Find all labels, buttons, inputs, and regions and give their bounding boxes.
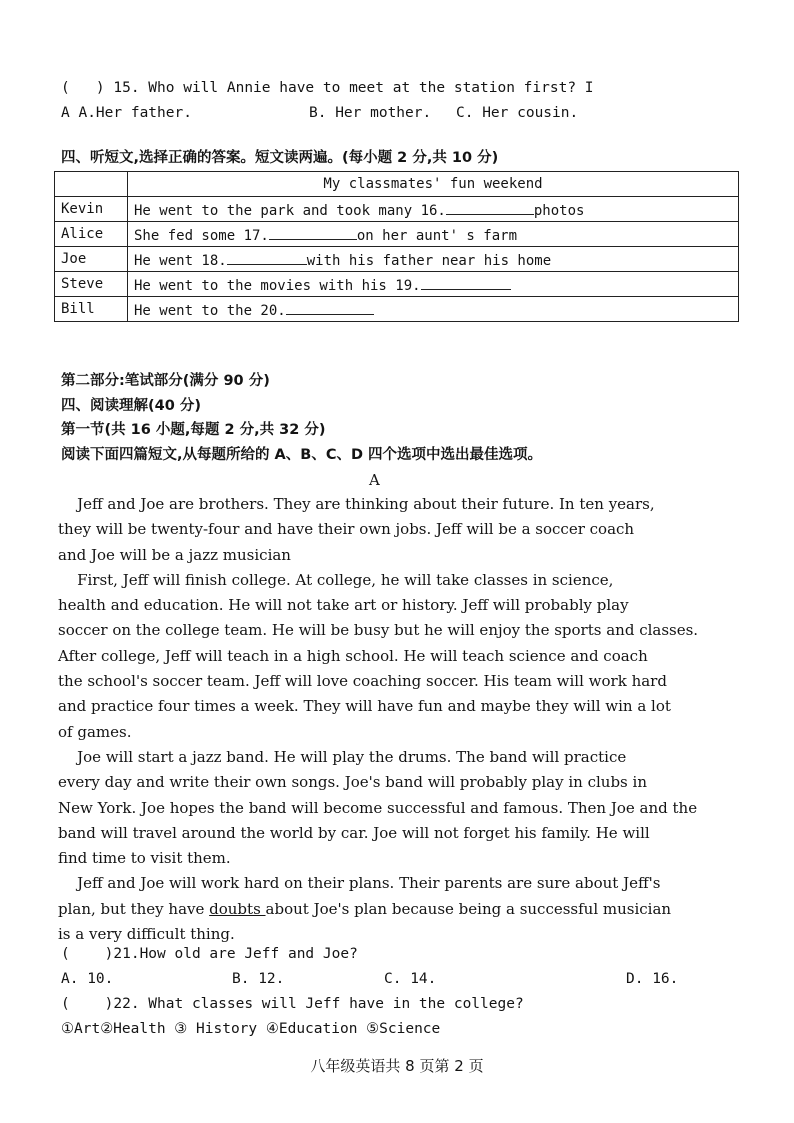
section1-heading: 第一节(共 16 小题,每题 2 分,共 32 分) <box>61 422 326 438</box>
q21-option-d: D. 16. <box>626 971 679 987</box>
passage-line: plan, but they have doubts about Joe's plan because being a successful musician <box>58 899 672 918</box>
answer-blank-16[interactable] <box>446 200 534 215</box>
table-corner-cell <box>55 172 128 197</box>
table-row <box>55 247 739 272</box>
passage-line: After college, Jeff will teach in a high school. He will teach science and coach <box>58 646 648 665</box>
q22-stem: ( )22. What classes will Jeff have in the college? <box>61 996 524 1012</box>
passage-line: the school's soccer team. Jeff will love coaching soccer. His team will work hard <box>58 672 667 691</box>
row-sentence: He went to the 20. <box>128 297 739 322</box>
listening-section-heading: 四、听短文,选择正确的答案。短文读两遍。(每小题 2 分,共 10 分) <box>61 150 499 166</box>
passage-line: and practice four times a week. They will have fun and maybe they will win a lot <box>58 697 671 716</box>
passage-line: is a very difficult thing. <box>58 925 235 944</box>
passage-line: every day and write their own songs. Joe's band will probably play in clubs in <box>58 773 647 792</box>
reading-instruction: 阅读下面四篇短文,从每题所给的 A、B、C、D 四个选项中选出最佳选项。 <box>61 447 543 463</box>
passage-line: of games. <box>58 722 132 741</box>
passage-a <box>58 492 700 947</box>
passage-line: health and education. He will not take art or history. Jeff will probably play <box>58 596 629 615</box>
table-row <box>55 197 739 222</box>
underlined-word-doubts: doubts <box>209 899 266 918</box>
q15-option-a: A A.Her father. <box>61 105 192 121</box>
passage-line: Joe will start a jazz band. He will play the drums. The band will practice <box>58 747 627 766</box>
q21-option-c: C. 14. <box>384 971 437 987</box>
answer-blank-17[interactable] <box>269 225 357 240</box>
reading-heading: 四、阅读理解(40 分) <box>61 398 201 414</box>
passage-line: Jeff and Joe are brothers. They are thinking about their future. In ten years, <box>58 495 655 513</box>
passage-line: and Joe will be a jazz musician <box>58 545 291 564</box>
page-footer: 八年级英语共 8 页第 2 页 <box>310 1057 484 1075</box>
row-sentence: He went 18. with his father near his home <box>128 247 739 272</box>
passage-line: soccer on the college team. He will be busy but he will enjoy the sports and classes. <box>58 621 699 640</box>
q21-option-b: B. 12. <box>232 971 285 987</box>
row-name: Bill <box>55 297 128 322</box>
answer-blank-20[interactable] <box>286 300 374 315</box>
row-name: Alice <box>55 222 128 247</box>
row-sentence: She fed some 17. on her aunt' s farm <box>128 222 739 247</box>
passage-line: they will be twenty-four and have their own jobs. Jeff will be a soccer coach <box>58 520 635 539</box>
row-sentence: He went to the park and took many 16. photos <box>128 197 739 222</box>
passage-line: New York. Joe hopes the band will become successful and famous. Then Joe and the <box>58 798 698 817</box>
q15-stem: ( ) 15. Who will Annie have to meet at the station first? I <box>61 80 594 96</box>
row-sentence: He went to the movies with his 19. <box>128 272 739 297</box>
part2-heading: 第二部分:笔试部分(满分 90 分) <box>61 373 270 389</box>
passage-line: band will travel around the world by car. Joe will not forget his family. He will <box>58 823 650 842</box>
row-name: Kevin <box>55 197 128 222</box>
fun-weekend-table <box>54 171 739 322</box>
q21-option-a: A. 10. <box>61 971 114 987</box>
row-name: Joe <box>55 247 128 272</box>
table-row <box>55 297 739 322</box>
table-title: My classmates' fun weekend <box>128 172 739 197</box>
passage-label: A <box>369 471 380 489</box>
table-row <box>55 272 739 297</box>
row-name: Steve <box>55 272 128 297</box>
table-row <box>55 222 739 247</box>
answer-blank-18[interactable] <box>227 250 307 265</box>
passage-line: First, Jeff will finish college. At college, he will take classes in science, <box>58 570 614 589</box>
q15-option-c: C. Her cousin. <box>456 105 579 121</box>
q21-stem: ( )21.How old are Jeff and Joe? <box>61 946 358 962</box>
passage-line: Jeff and Joe will work hard on their plans. Their parents are sure about Jeff's <box>58 874 661 893</box>
answer-blank-19[interactable] <box>421 275 511 290</box>
q15-option-b: B. Her mother. <box>309 105 432 121</box>
q22-choices: ①Art②Health ③ History ④Education ⑤Science <box>61 1021 441 1037</box>
passage-line: find time to visit them. <box>58 849 231 868</box>
